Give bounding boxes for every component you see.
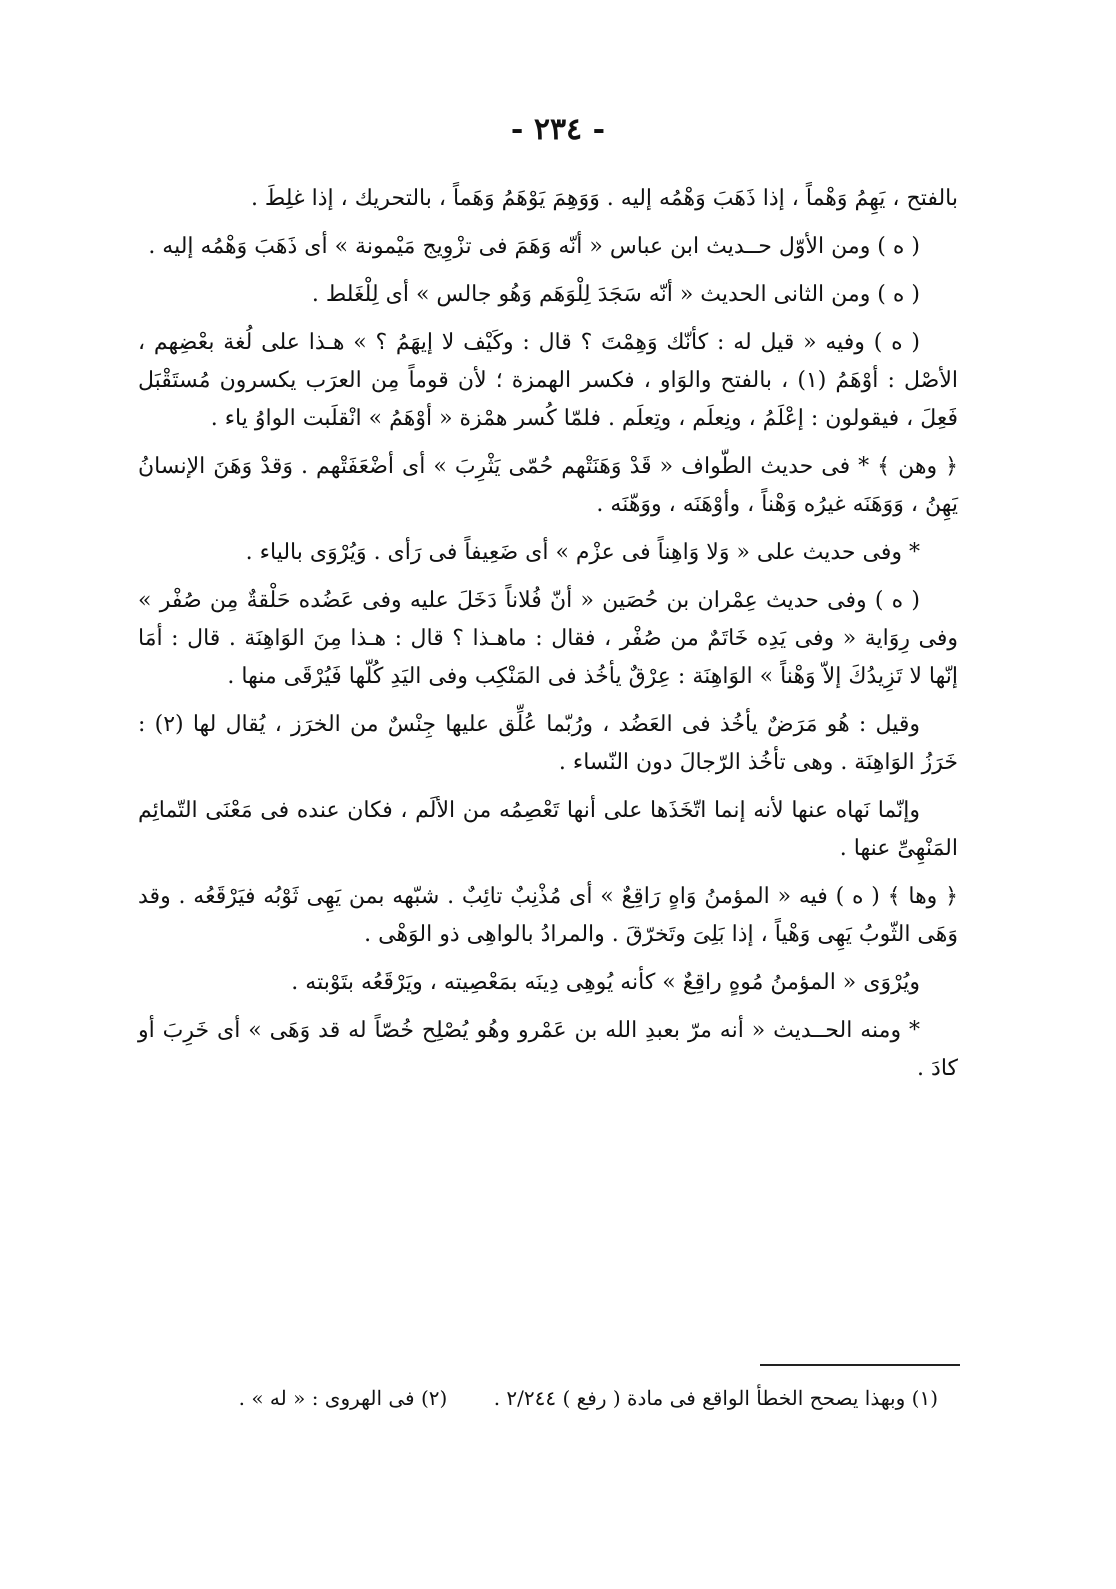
footnote-divider (760, 1364, 960, 1366)
paragraph: ﴿ وها ﴾ ( ه ) فيه « المؤمنُ وَاهٍ رَاقِعٌ » أى مُذْنِبٌ تائِبٌ . شبّهه بمن يَهِى ثَوْبُه فيَرْقَعُه . وقد وَهَى الثّوبُ يَهِى وَهْياً ، إذا بَلِىَ وتَخرّقَ . والمرادُ بالواهِى ذو الوَهْى . (138, 884, 958, 947)
footnotes (138, 1378, 938, 1418)
paragraph: ( ه ) ومن الثانى الحديث « أنّه سَجَدَ لِلْوَهَم وَهُو جالس » أى لِلْغَلط . (311, 282, 920, 307)
paragraph: ويُرْوَى « المؤمنُ مُوهٍ راقِعٌ » كأنه يُوهِى دِينَه بمَعْصِيته ، ويَرْقَعُه بتَوْبته . (291, 970, 920, 995)
page-number: - ٢٣٤ - (510, 112, 606, 147)
paragraph: ( ه ) وفيه « قيل له : كأنّك وَهِمْتَ ؟ قال : وكَيْف لا إيهَمُ ؟ » هـذا على لُغة بعْضِهم ، الأصْل : أوْهَمُ (١) ، بالفتح والوَاو ، فكسر الهمزة ؛ لأن قوماً مِن العرَب يكسرون مُستَقْبَل فَعِلَ ، فيقولون : إعْلَمُ ، ونِعلَم ، وتِعلَم . فلمّا كُسر همْزة « أوْهَمُ » انْقلَبت الواوُ ياء . (138, 330, 958, 431)
paragraph: ( ه ) ومن الأوّل حــديث ابن عباس « أنّه وَهَمَ فى تزْوِيج مَيْمونة » أى ذَهَبَ وَهْمُه إليه . (148, 234, 920, 259)
paragraph: ﴿ وهن ﴾ * فى حديث الطّواف « قَدْ وَهَنَتْهم حُمّى يَثْرِبَ » أى أضْعَفَتْهم . وَقدْ وَهَنَ الإنسانُ يَهِنُ ، وَوَهَنَه غيرُه وَهْناً ، وأوْهَنَه ، ووَهّنَه . (138, 454, 958, 517)
footnote-2: (٢) فى الهروى : « له » . (238, 1386, 448, 1410)
paragraph: وإنّما نَهاه عنها لأنه إنما اتّخَذَها على أنها تَعْصِمُه من الألَم ، فكان عنده فى مَعْنَى التّمائِم المَنْهِىِّ عنها . (138, 798, 958, 861)
paragraph: وقيل : هُو مَرَضٌ يأخُذ فى العَضُد ، ورُبّما عُلِّق عليها جِنْسٌ من الخرَز ، يُقال لها (٢) : خَرَزُ الوَاهِنَة . وهى تأخُذ الرّجالَ دون النّساء . (138, 712, 958, 775)
footnote-1: (١) وبهذا يصحح الخطأ الواقع فى مادة ( رفع ) ٢/٢٤٤ . (493, 1386, 938, 1410)
paragraph: بالفتح ، يَهِمُ وَهْماً ، إذا ذَهَبَ وَهْمُه إليه . وَوَهِمَ يَوْهَمُ وَهَماً ، بالتحريك ، إذا غلِطَ . (250, 186, 958, 211)
paragraph: ( ه ) وفى حديث عِمْران بن حُصَين « أنّ فُلاناً دَخَلَ عليه وفى عَضُده حَلْقةٌ مِن صُفْر » وفى رِوَاية « وفى يَدِه خَاتَمٌ من صُفْر ، فقال : ماهـذا ؟ قال : هـذا مِنَ الوَاهِنَة . قال : أمَا إنّها لا تَزِيدُكَ إلاّ وَهْناً » الوَاهِنَة : عِرْقٌ يأخُذ فى المَنْكِب وفى اليَدِ كُلّها فَيُرْقَى منها . (138, 588, 958, 689)
paragraph: * وفى حديث على « وَلا وَاهِناً فى عزْم » أى ضَعِيفاً فى رَأى . وَيُرْوَى بالياء . (245, 540, 920, 565)
paragraph: * ومنه الحــديث « أنه مرّ بعبدِ الله بن عَمْرو وهُو يُصْلِح خُصّاً له قد وَهَى » أى خَرِبَ أو كادَ . (138, 1018, 958, 1081)
main-text (138, 180, 958, 1098)
